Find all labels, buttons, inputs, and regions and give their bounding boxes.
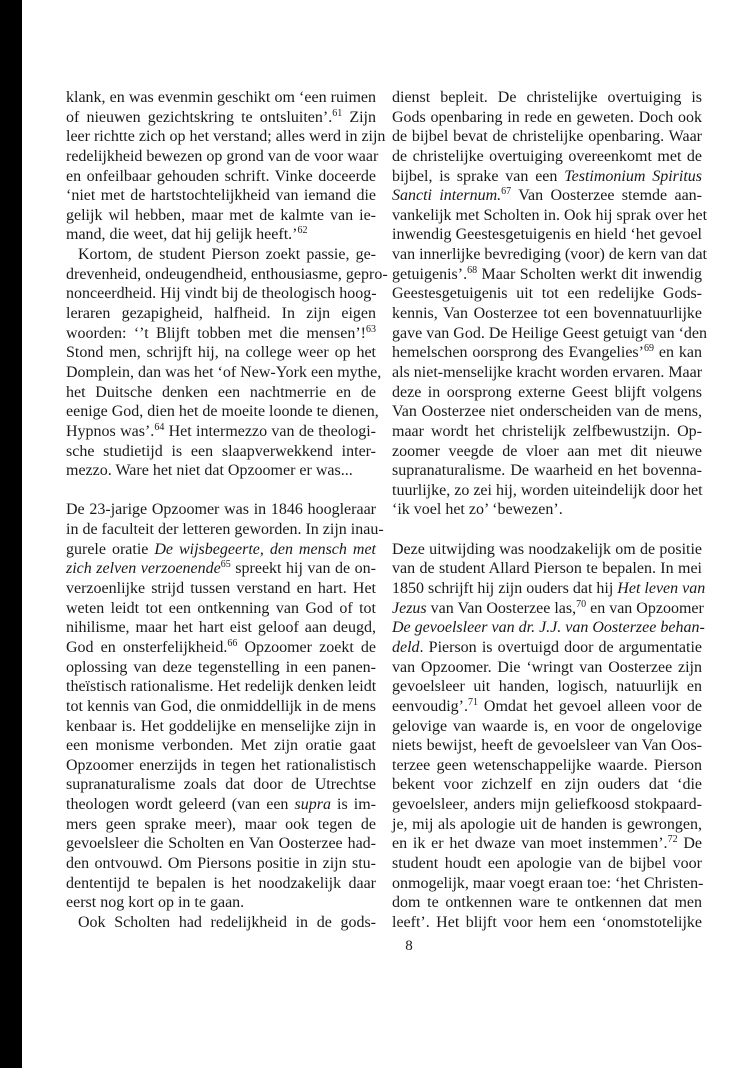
- italic-title: deld: [392, 638, 420, 656]
- text-run: student houdt een apologie van de bijbel voor: [392, 854, 702, 872]
- text-run: je, mij als apologie uit de handen is gewrongen,: [392, 815, 702, 833]
- text-line: [66, 599, 376, 619]
- text-line: [392, 579, 706, 599]
- paragraph: [66, 913, 376, 933]
- text-line: [66, 304, 376, 324]
- text-line: [392, 834, 702, 854]
- text-run: Domplein, dan was het ‘of New-York een mythe,: [66, 363, 382, 381]
- text-run: woorden: ‘’t Blijft tobben met die mensen’!: [66, 324, 366, 342]
- text-run: leeft’. Het blijft voor hem een ‘onomstotelijke: [392, 913, 702, 931]
- text-line: [392, 913, 702, 933]
- text-line: [66, 736, 376, 756]
- text-line: [66, 500, 376, 520]
- text-line: [66, 717, 376, 737]
- text-run: Deze uitwijding was noodzakelijk om de positie: [392, 540, 702, 558]
- text-run: de christelijke overtuiging overeenkomt met de: [392, 147, 702, 165]
- text-run: het Duitsche denken een nachtmerrie en de: [66, 383, 376, 401]
- text-line: [392, 500, 702, 520]
- text-line: [66, 913, 376, 933]
- text-line: [392, 697, 702, 717]
- text-line: [66, 658, 376, 678]
- text-run: Opzoomer enerzijds in tegen het rationalistisch: [66, 756, 376, 774]
- text-line: [392, 186, 702, 206]
- text-run: gelovige van waarde is, en voor de ongelovige: [392, 717, 702, 735]
- text-line: [66, 383, 376, 403]
- text-run: deze in oorsprong externe Geest blijft volgens: [392, 383, 702, 401]
- text-run: mers geen sprake meer), maar ook tegen de: [66, 815, 376, 833]
- footnote-ref: 61: [332, 107, 343, 119]
- paragraph: [392, 88, 708, 520]
- text-run: dienst bepleit. De christelijke overtuiging is: [392, 89, 702, 106]
- text-line: [66, 520, 384, 540]
- text-run: hemelschen oorsprong des Evangelies’: [392, 344, 644, 362]
- text-run: ‘niet met de hartstochtelijkheid van iemand die: [66, 187, 376, 205]
- text-run: zoomer veegde de vloer aan met dit nieuwe: [392, 442, 702, 460]
- text-run: dom te ontkennen ware te ontkennen dat men: [392, 894, 702, 912]
- text-line: [66, 442, 376, 462]
- text-line: [66, 756, 376, 776]
- italic-title: De wijsbegeerte, den mensch met: [154, 540, 376, 558]
- footnote-ref: 66: [227, 637, 238, 649]
- text-run: 1850 schrijft hij zijn ouders dat hij: [392, 580, 618, 598]
- text-run: Van Oosterzee niet onderscheiden van de mens,: [392, 403, 702, 421]
- text-line: [66, 324, 376, 344]
- text-line: [66, 638, 376, 658]
- text-run: theologen wordt geleerd (van een: [66, 796, 295, 814]
- text-line: [392, 127, 702, 147]
- text-run: getuigenis’.: [392, 265, 468, 283]
- text-run: en ik er het dwaze van moet instemmen’.: [392, 835, 668, 853]
- paragraph-gap: [392, 520, 702, 540]
- text-run: Kortom, de student Pierson zoekt passie, ge-: [78, 246, 376, 264]
- text-line: [66, 874, 376, 894]
- text-run: nonceerdheid. Hij vindt bij de theologisch hoog-: [66, 285, 377, 303]
- text-line: [66, 540, 376, 560]
- text-line: [392, 265, 702, 285]
- text-line: [66, 88, 376, 108]
- paragraph: [66, 88, 386, 245]
- text-line: [392, 717, 702, 737]
- text-line: [392, 108, 702, 128]
- text-run: drevenheid, ondeugendheid, enthousiasme, gepro-: [66, 265, 388, 283]
- text-line: [392, 245, 707, 265]
- text-line: [392, 88, 702, 108]
- paragraph: [66, 245, 388, 481]
- paragraph: [66, 500, 384, 912]
- text-line: [66, 245, 376, 265]
- footnote-ref: 72: [667, 834, 678, 846]
- text-line: [392, 540, 702, 560]
- text-line: [66, 618, 376, 638]
- text-line: [66, 284, 376, 304]
- text-run: tot kennis van God, die onmiddellijk in de mens: [66, 697, 376, 715]
- footnote-ref: 71: [467, 696, 478, 708]
- text-line: [66, 422, 376, 442]
- text-run: mezzo. Ware het niet dat Opzoomer er was...: [66, 462, 353, 480]
- text-run: terzee geen wetenschappelijke waarde. Pierson: [392, 756, 702, 774]
- text-line: [66, 265, 388, 285]
- text-line: [392, 363, 702, 383]
- text-line: [392, 206, 708, 226]
- italic-title: De gevoelsleer van dr. J.J. van Oosterzee behan-: [392, 619, 705, 637]
- footnote-ref: 62: [297, 225, 308, 237]
- scan-binding-edge: [0, 0, 22, 1068]
- footnote-ref: 64: [154, 421, 165, 433]
- text-run: de bijbel bevat de christelijke openbaring. Waar: [392, 128, 702, 146]
- text-run: maar wordt het christelijk zelfbewustzijn. Op-: [392, 422, 702, 440]
- text-line: [392, 343, 702, 363]
- text-line: [392, 422, 702, 442]
- text-run: onmogelijk, maar voegt eraan toe: ‘het Christen-: [392, 874, 704, 892]
- text-run: dententijd te bepalen is het noodzakelijk daar: [66, 874, 376, 892]
- text-run: eenige God, dien het de moeite loonde te dienen,: [66, 403, 379, 421]
- footnote-ref: 68: [467, 264, 478, 276]
- text-line: [392, 874, 702, 894]
- text-run: Ook Scholten had redelijkheid in de gods-: [78, 913, 376, 931]
- text-run: van Opzoomer. Die ‘wringt van Oosterzee zijn: [392, 658, 702, 676]
- text-line: [392, 383, 702, 403]
- text-line: [392, 225, 702, 245]
- text-run: Van Oosterzee stemde aan-: [511, 187, 703, 205]
- text-column-right: [392, 88, 708, 933]
- text-run: een monisme verbonden. Met zijn oratie gaat: [66, 737, 376, 755]
- text-run: bijbel, is sprake van een: [392, 167, 565, 185]
- text-run: niets bewijst, heeft de gevoelsleer van Van Oos-: [392, 737, 702, 755]
- text-line: [66, 893, 376, 913]
- text-run: den ontvouwd. Om Piersons positie in zijn stu-: [66, 854, 376, 872]
- text-line: [392, 756, 702, 776]
- text-line: [66, 167, 376, 187]
- text-line: [392, 775, 702, 795]
- text-run: vankelijk met Scholten in. Ook hij sprak over het: [392, 206, 708, 224]
- text-run: is im-: [330, 796, 377, 814]
- text-run: inwendig Geestesgetuigenis en hield ‘het gevoel: [392, 226, 702, 244]
- text-run: gevoelsleer, anders mijn geliefkoosd stokpaard-: [392, 796, 702, 814]
- text-line: [392, 795, 702, 815]
- italic-title: Jezus: [392, 599, 427, 617]
- text-run: als niet-menselijke kracht worden ervaren. Maar: [392, 363, 703, 381]
- text-run: sche studietijd is een slaapverwekkend inter-: [66, 442, 376, 460]
- text-run: verzoenlijke strijd tussen verstand en hart. Het: [66, 580, 376, 598]
- text-run: Geestesgetuigenis uit tot een redelijke Gods-: [392, 285, 702, 303]
- text-line: [66, 108, 376, 128]
- text-run: Maar Scholten werkt dit inwendig: [477, 265, 702, 283]
- text-line: [66, 579, 376, 599]
- paragraph-gap: [66, 481, 376, 501]
- text-line: [392, 304, 702, 324]
- italic-title: supra: [294, 796, 331, 814]
- text-line: [66, 402, 379, 422]
- text-run: Hypnos was’.: [66, 422, 155, 440]
- text-run: Zijn: [342, 108, 376, 126]
- text-run: oplossing van deze tegenstelling in een panen-: [66, 658, 376, 676]
- text-run: De: [677, 835, 703, 853]
- text-run: kennis, Van Oosterzee tot een bovennatuurlijke: [392, 305, 702, 323]
- footnote-ref: 69: [643, 343, 654, 355]
- text-run: . Pierson is overtuigd door de argumentatie: [419, 638, 702, 656]
- text-run: van de student Allard Pierson te bepalen. In mei: [392, 560, 702, 578]
- text-run: gelijk wil hebben, maar met de kalmte van ie-: [66, 206, 376, 224]
- text-run: Stond men, schrijft hij, na college weer op het: [66, 344, 376, 362]
- text-line: [392, 324, 708, 344]
- text-run: gevoelsleer uit handen, logisch, natuurlijk en: [392, 678, 702, 696]
- text-run: redelijkheid bewezen op grond van de voor waar: [66, 147, 379, 165]
- text-run: supranaturalisme zoals dat door de Utrechtse: [66, 776, 376, 794]
- text-line: [392, 599, 702, 619]
- text-line: [66, 363, 382, 383]
- text-run: Het intermezzo van de theologi-: [164, 422, 377, 440]
- text-line: [392, 736, 702, 756]
- text-line: [392, 461, 702, 481]
- text-run: God en onsterfelijkheid.: [66, 638, 228, 656]
- italic-title: Sancti internum.: [392, 187, 502, 205]
- italic-title: Het leven van: [617, 580, 706, 598]
- text-run: en onfeilbaar gehouden schrift. Vinke doceerde: [66, 167, 376, 185]
- text-run: eenvoudig’.: [392, 697, 468, 715]
- text-run: bekent voor zichzelf en zijn ouders dat ‘die: [392, 776, 702, 794]
- text-run: leer richtte zich op het verstand; alles werd in zijn: [66, 128, 386, 146]
- text-run: tuurlijke, zo zei hij, worden uiteindelijk door het: [392, 481, 703, 499]
- text-line: [66, 697, 376, 717]
- text-line: [392, 481, 702, 501]
- text-line: [66, 186, 376, 206]
- text-run: gevoelsleer die Scholten en Van Oosterzee had-: [66, 835, 376, 853]
- text-column-left: [66, 88, 388, 933]
- text-line: [392, 854, 702, 874]
- text-run: leraren gezapigheid, halfheid. In zijn eigen: [66, 305, 376, 323]
- text-line: [392, 147, 702, 167]
- text-line: [66, 854, 376, 874]
- text-run: gave van God. De Heilige Geest getuigt van ‘den: [392, 324, 708, 342]
- text-run: weten leidt tot een ontkenning van God of tot: [66, 599, 376, 617]
- text-run: gurele oratie: [66, 540, 155, 558]
- text-line: [66, 127, 386, 147]
- text-run: De 23-jarige Opzoomer was in 1846 hoogleraar: [66, 501, 376, 519]
- text-line: [392, 559, 702, 579]
- text-run: ‘ik voel het zo’ ‘bewezen’.: [392, 501, 563, 519]
- text-line: [66, 677, 376, 697]
- text-run: Omdat het gevoel alleen voor de: [477, 697, 702, 715]
- text-line: [66, 795, 376, 815]
- text-run: van Van Oosterzee las,: [426, 599, 577, 617]
- footnote-ref: 65: [220, 559, 231, 571]
- text-line: [392, 677, 702, 697]
- text-line: [392, 402, 702, 422]
- text-line: [392, 167, 702, 187]
- text-line: [392, 893, 702, 913]
- paragraph: [392, 540, 706, 933]
- text-line: [66, 225, 376, 245]
- text-run: theïstisch rationalisme. Het redelijk denken leidt: [66, 678, 377, 696]
- text-run: en kan: [653, 344, 702, 362]
- text-line: [66, 815, 376, 835]
- text-line: [66, 343, 376, 363]
- text-run: klank, en was evenmin geschikt om ‘een ruimen: [66, 89, 376, 106]
- text-line: [392, 815, 702, 835]
- text-run: nihilisme, maar het hart eist geloof aan deugd,: [66, 619, 376, 637]
- text-run: of nieuwen gezichtskring te ontsluiten’.: [66, 108, 333, 126]
- italic-title: zich zelven verzoenende: [66, 560, 221, 578]
- text-line: [392, 442, 702, 462]
- text-line: [392, 284, 702, 304]
- text-run: supranaturalisme. De waarheid en het bovenna-: [392, 462, 702, 480]
- text-run: en van Opzoomer: [586, 599, 704, 617]
- text-run: van innerlijke bevrediging (voor) de kern van dat: [392, 246, 707, 264]
- text-line: [392, 658, 702, 678]
- text-run: Opzoomer zoekt de: [237, 638, 376, 656]
- text-line: [66, 206, 376, 226]
- text-line: [392, 618, 705, 638]
- text-run: eerst nog kort op in te gaan.: [66, 894, 245, 912]
- text-line: [66, 834, 376, 854]
- text-run: mand, die weet, dat hij gelijk heeft.’: [66, 226, 298, 244]
- italic-title: Testimonium Spiritus: [564, 167, 702, 185]
- text-run: Gods openbaring in rede en geweten. Doch ook: [392, 108, 702, 126]
- text-line: [66, 775, 376, 795]
- page-number: 8: [405, 938, 413, 954]
- text-line: [392, 638, 702, 658]
- text-run: in de faculteit der letteren geworden. In zijn inau-: [66, 521, 384, 539]
- text-line: [66, 559, 376, 579]
- text-run: kenbaar is. Het goddelijke en menselijke zijn in: [66, 717, 376, 735]
- footnote-ref: 63: [366, 323, 376, 335]
- text-line: [66, 461, 376, 481]
- footnote-ref: 70: [576, 598, 587, 610]
- text-line: [66, 147, 379, 167]
- footnote-ref: 67: [501, 186, 512, 198]
- text-run: spreekt hij van de on-: [230, 560, 377, 578]
